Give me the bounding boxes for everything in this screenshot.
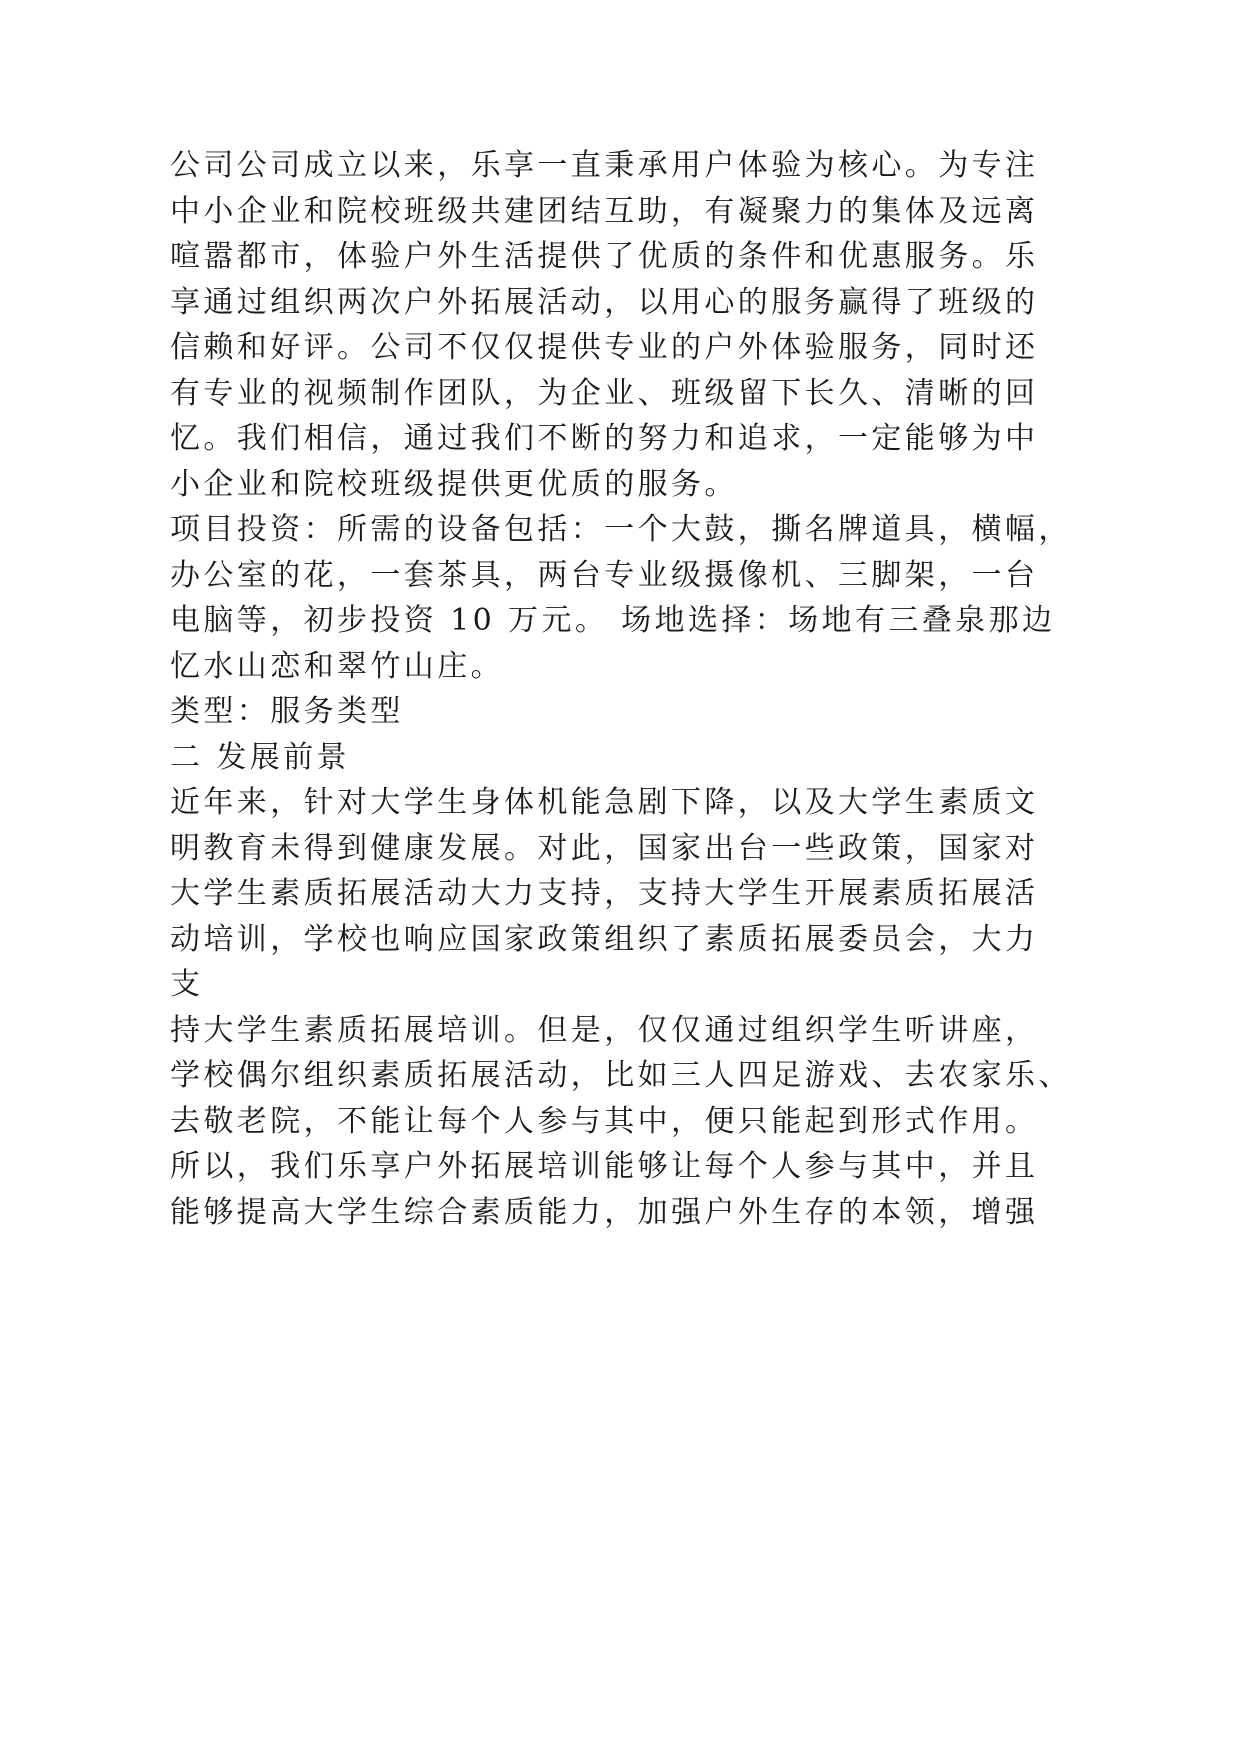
body-line-company-intro-1: 公司公司成立以来，乐享一直秉承用户体验为核心。为专注 bbox=[170, 148, 1039, 183]
body-line-prospects-10: 能够提高大学生综合素质能力，加强户外生存的本领，增强 bbox=[170, 1194, 1039, 1230]
body-line-company-intro-4: 享通过组织两次户外拓展活动，以用心的服务赢得了班级的 bbox=[170, 284, 1039, 320]
document-body bbox=[170, 143, 1072, 1235]
section-heading-development-prospects: 二 发展前景 bbox=[170, 739, 350, 775]
body-line-prospects-4: 动培训，学校也响应国家政策组织了素质拓展委员会，大力 bbox=[170, 921, 1039, 957]
body-line-investment-1: 项目投资：所需的设备包括：一个大鼓，撕名牌道具，横幅， bbox=[170, 512, 1072, 547]
body-line-prospects-9: 所以，我们乐享户外拓展培训能够让每个人参与其中，并且 bbox=[170, 1149, 1039, 1184]
body-line-prospects-2: 明教育未得到健康发展。对此，国家出台一些政策，国家对 bbox=[170, 830, 1039, 866]
body-line-prospects-1: 近年来，针对大学生身体机能急剧下降，以及大学生素质文 bbox=[170, 785, 1039, 820]
body-line-company-intro-8: 小企业和院校班级提供更优质的服务。 bbox=[170, 466, 738, 502]
body-line-company-intro-3: 喧嚣都市，体验户外生活提供了优质的条件和优惠服务。乐 bbox=[170, 239, 1039, 274]
body-line-prospects-7: 学校偶尔组织素质拓展活动，比如三人四足游戏、去农家乐、 bbox=[170, 1058, 1072, 1093]
body-line-prospects-3: 大学生素质拓展活动大力支持，支持大学生开展素质拓展活 bbox=[170, 876, 1039, 911]
body-line-investment-3: 电脑等，初步投资 10 万元。 场地选择：场地有三叠泉那边 bbox=[170, 603, 1056, 638]
body-line-company-intro-6: 有专业的视频制作团队，为企业、班级留下长久、清晰的回 bbox=[170, 375, 1039, 411]
body-line-company-intro-2: 中小企业和院校班级共建团结互助，有凝聚力的集体及远离 bbox=[170, 193, 1039, 229]
body-line-prospects-8: 去敬老院，不能让每个人参与其中，便只能起到形式作用。 bbox=[170, 1103, 1039, 1139]
body-line-investment-2: 办公室的花，一套茶具，两台专业级摄像机、三脚架，一台 bbox=[170, 557, 1039, 593]
body-line-prospects-5: 支 bbox=[170, 967, 204, 1002]
body-line-type: 类型：服务类型 bbox=[170, 694, 404, 729]
body-line-investment-4: 忆水山恋和翠竹山庄。 bbox=[170, 648, 504, 684]
body-line-prospects-6: 持大学生素质拓展培训。但是，仅仅通过组织学生听讲座， bbox=[170, 1012, 1039, 1048]
body-line-company-intro-7: 忆。我们相信，通过我们不断的努力和追求，一定能够为中 bbox=[170, 421, 1039, 456]
body-line-company-intro-5: 信赖和好评。公司不仅仅提供专业的户外体验服务，同时还 bbox=[170, 330, 1039, 365]
